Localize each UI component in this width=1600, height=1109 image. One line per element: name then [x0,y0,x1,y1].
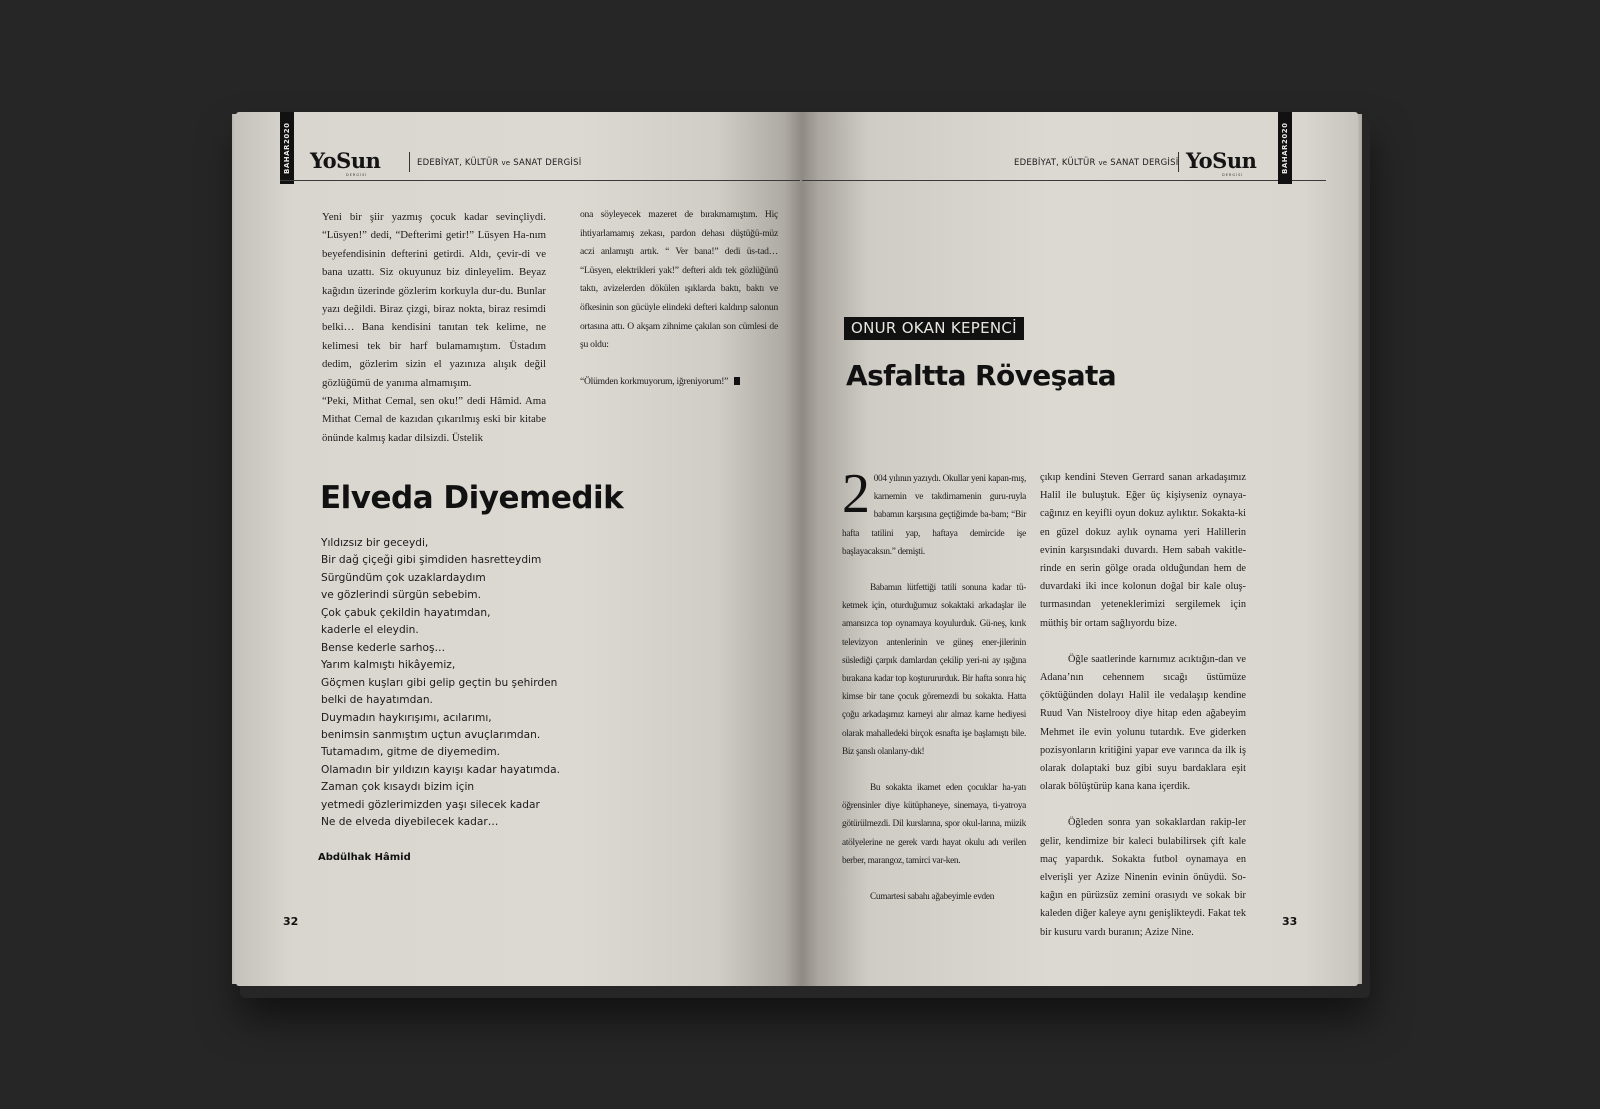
end-of-article-mark [734,377,740,385]
poem-line: Bense kederle sarhoş… [321,641,446,654]
paragraph: çıkıp kendini Steven Gerrard sanan arkadaşımız Halil ile buluştuk. Eğer üç kişiyseniz oynaya-cağınız en keyifli oyun dokuz aylıktır. Sokakta-ki en güzel dokuz aylık oynama yeri Halillerin evinin karşısındaki duvardı. Hem sabah vakitle-rinde en serin gölge orada olduğundan hem de duvardaki iki ince kolonun doğal bir kale oluş-turmasından yeteneklerimizi sergilemek için müthiş bir ortam sağlıyordu bize. [1040,472,1246,629]
poem-line: Bir dağ çiçeği gibi şimdiden hasretteydim [321,554,542,567]
poem-line: Zaman çok kısaydı bizim için [321,781,475,794]
season-tab [280,112,294,184]
magazine-logo-sub: DERGİSİ [346,173,368,177]
story-column-1 [842,463,1026,906]
magazine-tagline: EDEBİYAT, KÜLTÜR ve SANAT DERGİSİ [417,158,582,168]
paragraph: 2 004 yılının yazıydı. Okullar yeni kapan-mış, karnemin ve takdirnamenin guru-ruyla babamın karşısına geçtiğimde ba-bam; “Bir hafta tatilini yap, haftaya demircide işe başlayacaksın.” demişti. [842,463,1026,557]
season-label: BAHAR [1281,143,1289,174]
magazine-logo-sub: DERGİSİ [1222,173,1244,177]
header-separator [1178,152,1179,172]
story-column-2 [1040,469,1246,942]
poem-line: Yıldızsız bir geceydi, [321,537,429,549]
poem-line: Duymadın haykırışımı, acılarımı, [321,711,492,724]
poem-line: Çok çabuk çekildin hayatımdan, [321,606,491,619]
poem-line: Sürgündüm çok uzaklardaydım [321,571,486,584]
poem-line: Göçmen kuşları gibi gelip geçtin bu şehirden [321,676,558,689]
paragraph: Babamın lütfettiği tatili sonuna kadar tü-ketmek için, oturduğumuz sokaktaki arkadaşlar ile amansızca top oynamaya koyulurduk. Gü-neş, kırık televizyon antenlerinin ve güneş ener-jilerinin süslediği çarpık damlardan çekilip yeri-ni ay ışığına bırakana kadar top koşturururduk. Bir hafta sonra hiç kimse bir tane çocuk göremezdi bu sokakta. Hatta çoğu arkadaşımız karneyi alır almaz karne hediyesi olarak mahalledeki birçok esnafta işe başlamıştı bile. Biz şanslı olanlarıy-dık! [842,583,1026,757]
author-name-tag: ONUR OKAN KEPENCİ [844,317,1024,340]
story-title: Asfaltta Röveşata [846,359,1117,392]
season-year: 2020 [1281,122,1289,144]
poem-line: Olamadın bir yıldızın kayışı kadar hayatımda. [321,763,560,776]
drop-cap: 2 [842,463,870,525]
poem-line: benimsin sanmıştım uçtun avuçlarımdan. [321,728,541,741]
header-rule [280,180,800,181]
page-number: 33 [1282,915,1298,928]
poem-line: ve gözlerindi sürgün sebebim. [321,589,481,602]
season-year: 2020 [283,122,291,144]
paragraph: “Peki, Mithat Cemal, sen oku!” dedi Hâmid. Ama Mithat Cemal de kazıdan çıkarılmış eski bir kitabe önünde kalmış kadar dilsizdi. Üstelik [322,395,546,444]
closing-quote: “Ölümden korkmuyorum, iğreniyorum!” [580,375,729,387]
left-page [236,112,802,986]
paragraph: Öğle saatlerinde karnımız acıktığın-dan ve Adana’nın cehennem sıcağı üstümüze çöktüğünden dolayı Halil ile vedalaşıp kendine Ruud Van Nistelrooy diye hitap eden ağabeyim Mehmet ile evin yolunu tutardık. Eve giderken pozisyonların kritiğini yapar eve varınca da ilk iş olarak dolaptaki buz gibi suyu bardaklara eşit olarak bölüştürüp kana kana içerdik. [1040,653,1246,793]
poem-line: kaderle el eleydin. [321,624,419,637]
poem-line: Tutamadım, gitme de diyemedim. [321,746,501,759]
magazine-tagline: EDEBİYAT, KÜLTÜR ve SANAT DERGİSİ [1014,158,1179,168]
paragraph: Bu sokakta ikamet eden çocuklar ha-yatı öğrensinler diye kütüphaneye, sinemaya, ti-yatroya götürülmezdi. Dil kurslarına, spor okul-larına, müzik atölyelerine ne gerek vardı hayat okulu adı verilen berber, marangoz, tamirci var-ken. [842,783,1026,866]
paragraph: Öğleden sonra yan sokaklardan rakip-ler gelir, kendimize bir kaleci bulabilirsek çift kale maç yapardık. Sokakta futbol oynamaya en elverişli yer Azize Ninenin evinin önüydü. So-kağın en pürüzsüz zemini orasıydı ve sokak bir kaleden diğer kaleye aynı genişlikteydi. Fakat tek bir kusuru vardı buranın; Azize Nine. [1040,817,1246,938]
header-rule [802,180,1326,181]
article-column-2 [580,206,778,391]
poem-author: Abdülhak Hâmid [318,852,411,863]
magazine-logo: YoSun [310,148,381,173]
page-number: 32 [283,915,299,928]
poem-line: yetmedi gözlerimizden yaşı silecek kadar [321,798,540,811]
article-column-1 [322,208,546,447]
season-tab [1278,112,1292,184]
paragraph: ona söyleyecek mazeret de bırakmamıştım. Hiç ihtiyarlamamış zekası, pardon dehası düştüğü-müz aczi anlamıştı artık. “ Ver bana!” dedi üs-tad… “Lüsyen, elektrikleri yak!” defteri aldı tek gözlüğünü taktı, avizelerden dökülen ışıklarda baktı, baktı ve öfkesinin son gücüyle elindeki defteri kaldırıp salonun ortasına attı. O akşam zihnime çakılan son cümlesi de şu oldu: [580,209,778,351]
paragraph: Cumartesi sabahı ağabeyimle evden [870,892,995,903]
right-page [802,112,1358,986]
poem-line: Ne de elveda diyebilecek kadar… [321,816,499,829]
poem-body [321,535,560,832]
paragraph: Yeni bir şiir yazmış çocuk kadar sevinçliydi. “Lüsyen!” dedi, “Defterimi getir!” Lüsyen Ha-nım beyefendisinin defterini getirdi. Aldı, çevir-di ve bana uzattı. Siz okuyunuz biz dinleyelim. Beyaz kağıdın üzerinde gözlerim korkuyla dur-du. Bunlar yazı değildi. Biraz çizgi, biraz nokta, biraz resimdi belki… Bana kendisini tanıtan tek kelime, ne kelimesi tek bir harf bulamamıştım. Üstadım dedim, gözlerim sizin el yazınıza alışık değil gözlüğümü de yanıma almamışım. [322,211,546,389]
magazine-logo: YoSun [1186,148,1257,173]
season-label: BAHAR [283,143,291,174]
header-separator [409,152,410,172]
poem-line: Yarım kalmıştı hikâyemiz, [321,659,456,672]
poem-line: belki de hayatımdan. [321,694,433,707]
poem-title: Elveda Diyemedik [320,480,624,516]
